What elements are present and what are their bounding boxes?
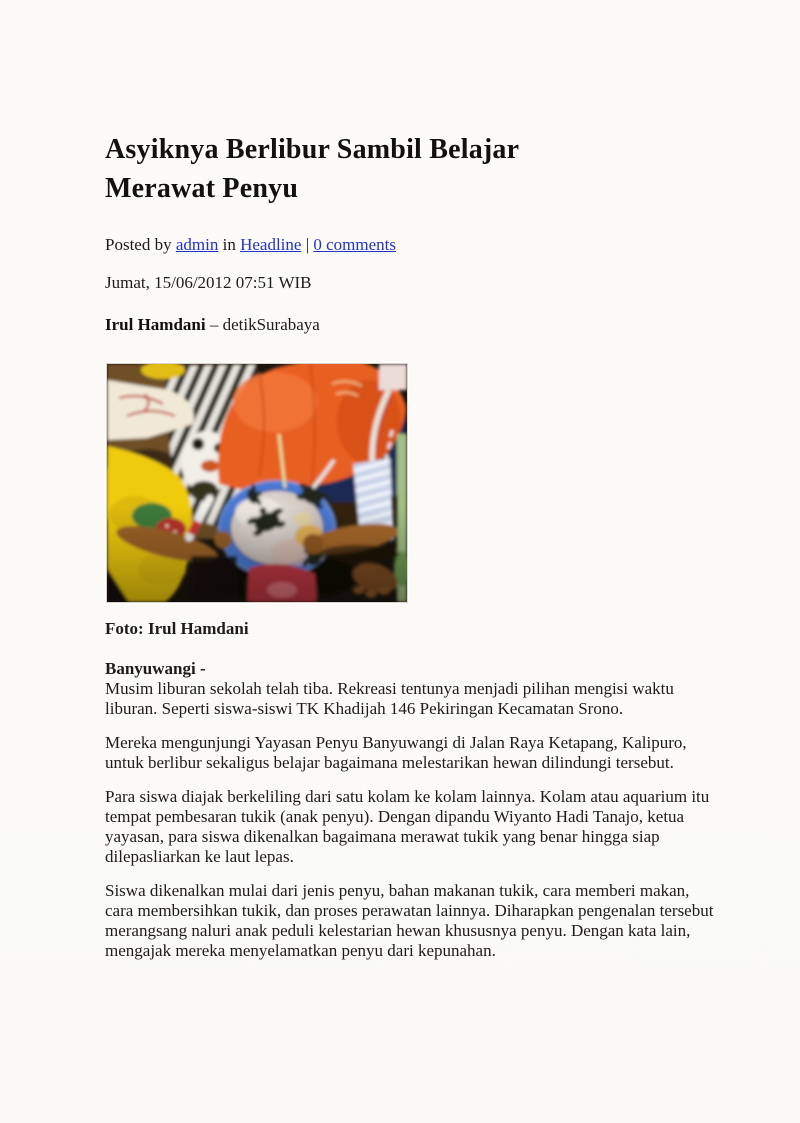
paragraph-3: Siswa dikenalkan mulai dari jenis penyu, bahan makanan tukik, cara memberi makan, cara membersihkan tukik, dan proses perawatan lainnya. Diharapkan pengenalan tersebut merangsang naluri anak peduli kelestarian hewan khususnya penyu. Dengan kata lain, mengajak mereka menyelamatkan penyu dari kepunahan. bbox=[105, 881, 714, 960]
author-link[interactable]: admin bbox=[175, 235, 219, 254]
publish-datetime: Jumat, 15/06/2012 07:51 WIB bbox=[105, 273, 312, 292]
in-label: in bbox=[222, 235, 236, 254]
paragraph-2: Para siswa diajak berkeliling dari satu kolam ke kolam lainnya. Kolam atau aquarium itu tempat pembesaran tukik (anak penyu). Dengan dipandu Wiyanto Hadi Tanajo, ketua yayasan, para siswa dikenalkan bagaimana merawat tukik yang benar hingga siap dilepasliarkan ke laut lepas. bbox=[105, 787, 710, 866]
article-photo bbox=[106, 363, 408, 603]
byline-separator: | bbox=[305, 235, 310, 254]
reporter-line bbox=[105, 314, 717, 336]
article-title: Asyiknya Berlibur Sambil Belajar Merawat Penyu bbox=[105, 134, 519, 204]
byline bbox=[105, 234, 717, 256]
reporter-source: detikSurabaya bbox=[222, 315, 320, 334]
reporter-name: Irul Hamdani bbox=[105, 315, 206, 334]
posted-by-label: Posted by bbox=[105, 235, 172, 254]
article-content bbox=[105, 0, 717, 961]
lead-paragraph bbox=[105, 659, 717, 719]
lead-text: Musim liburan sekolah telah tiba. Rekreasi tentunya menjadi pilihan mengisi waktu liburan. Seperti siswa-siswi TK Khadijah 146 Pekiringan Kecamatan Srono. bbox=[105, 679, 674, 718]
photo-caption: Foto: Irul Hamdani bbox=[105, 619, 249, 638]
category-link[interactable]: Headline bbox=[240, 235, 302, 254]
reporter-dash: – bbox=[209, 315, 219, 334]
paragraph-1: Mereka mengunjungi Yayasan Penyu Banyuwangi di Jalan Raya Ketapang, Kalipuro, untuk berlibur sekaligus belajar bagaimana melestarikan hewan dilindungi tersebut. bbox=[105, 733, 687, 772]
comments-link[interactable]: 0 comments bbox=[313, 235, 396, 254]
location-dateline: Banyuwangi - bbox=[105, 659, 206, 678]
